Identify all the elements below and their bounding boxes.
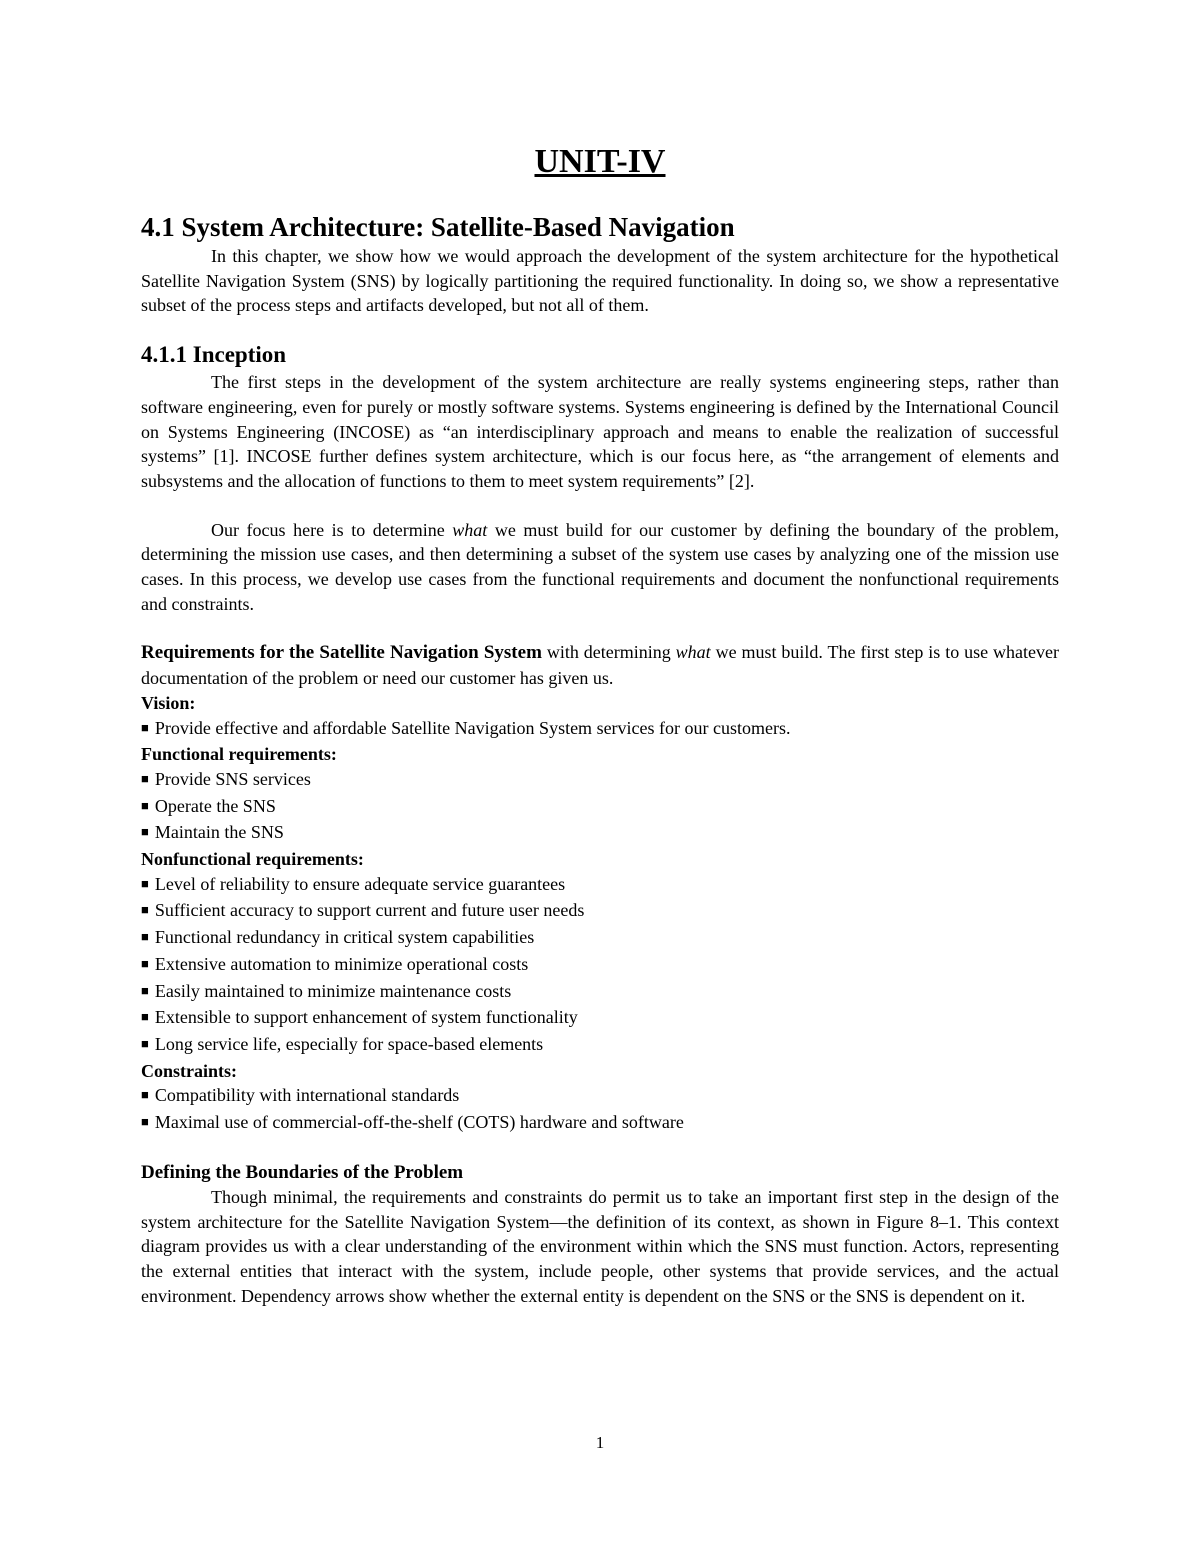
list-item-text: Maintain the SNS (154, 822, 284, 843)
bullet-icon: ■ (141, 770, 149, 786)
list-item (141, 898, 1059, 925)
vision-label: Vision: (141, 692, 196, 713)
paragraph-gap (141, 494, 1059, 518)
list-item-text: Compatibility with international standards (154, 1085, 460, 1106)
list-item-text: Extensive automation to minimize operational costs (154, 953, 529, 974)
requirements-intro-emphasis: what (675, 642, 711, 663)
list-item (141, 952, 1059, 979)
boundaries-heading: Defining the Boundaries of the Problem (141, 1161, 464, 1183)
list-item-text: Easily maintained to minimize maintenance costs (154, 980, 512, 1001)
list-item-text: Extensible to support enhancement of system functionality (154, 1007, 578, 1028)
bullet-icon: ■ (141, 1009, 149, 1025)
requirements-intro-end: we must build. The first step is to use whatever documentation of the problem or need our customer has given us. (141, 642, 1060, 689)
requirements-heading: Requirements for the Satellite Navigation System (141, 642, 542, 664)
constraints-label: Constraints: (141, 1060, 238, 1081)
inception-paragraph-2-end: we must build for our customer by defining the boundary of the problem, determining the mission use cases, and then determining a subset of the system use cases by analyzing one of the mission use cases. In this process, we develop use cases from the functional requirements and document the nonfunctional requirements and constraints. (141, 519, 1059, 614)
nonfunctional-label: Nonfunctional requirements: (141, 849, 364, 870)
bullet-icon: ■ (141, 955, 149, 971)
list-item (141, 1083, 1059, 1110)
list-item (141, 872, 1059, 899)
requirements-intro (141, 640, 1059, 690)
bullet-icon: ■ (141, 902, 149, 918)
list-item (141, 1032, 1059, 1059)
section-4-1-paragraph: In this chapter, we show how we would approach the development of the system architecture for the hypothetical Satellite Navigation System (SNS) by logically partitioning the required functionality. In doing so, we show a representative subset of the process steps and artifacts developed, but not all of them. (141, 246, 1059, 316)
bullet-icon: ■ (141, 982, 149, 998)
list-item (141, 1110, 1059, 1137)
inception-paragraph-2 (141, 518, 1059, 617)
list-item-text: Long service life, especially for space-based elements (154, 1033, 544, 1054)
bullet-icon: ■ (141, 1035, 149, 1051)
list-item-text: Provide effective and affordable Satellite Navigation System services for our customers. (154, 717, 791, 738)
list-item-text: Provide SNS services (154, 768, 311, 789)
paragraph-gap (141, 616, 1059, 640)
functional-label: Functional requirements: (141, 744, 337, 765)
list-item (141, 820, 1059, 847)
list-item (141, 979, 1059, 1006)
inception-paragraph-2-start: Our focus here is to determine (211, 519, 453, 540)
section-4-1-1-heading: 4.1.1 Inception (141, 342, 287, 368)
functional-list (141, 767, 1059, 847)
list-item (141, 794, 1059, 821)
nonfunctional-list (141, 872, 1059, 1059)
bullet-icon: ■ (141, 875, 149, 891)
list-item-text: Functional redundancy in critical system capabilities (154, 927, 535, 948)
list-item (141, 1005, 1059, 1032)
list-item-text: Operate the SNS (154, 795, 276, 816)
list-item (141, 767, 1059, 794)
paragraph-gap (141, 1137, 1059, 1161)
constraints-list (141, 1083, 1059, 1136)
bullet-icon: ■ (141, 824, 149, 840)
bullet-icon: ■ (141, 1114, 149, 1130)
bullet-icon: ■ (141, 797, 149, 813)
list-item-text: Level of reliability to ensure adequate service guarantees (154, 873, 566, 894)
document-page (141, 138, 1059, 1308)
list-item-text: Sufficient accuracy to support current and future user needs (154, 900, 585, 921)
vision-list (141, 716, 1059, 743)
boundaries-paragraph: Though minimal, the requirements and constraints do permit us to take an important first step in the design of the system architecture for the Satellite Navigation System—the definition of its context, as shown in Figure 8–1. This context diagram provides us with a clear understanding of the environment within which the SNS must function. Actors, representing the external entities that interact with the system, include people, other systems that provide services, and the actual environment. Dependency arrows show whether the external entity is dependent on the SNS or the SNS is dependent on it. (141, 1186, 1059, 1306)
page-number: 1 (595, 1433, 605, 1452)
list-item (141, 925, 1059, 952)
list-item (141, 716, 1059, 743)
bullet-icon: ■ (141, 929, 149, 945)
bullet-icon: ■ (141, 719, 149, 735)
list-item-text: Maximal use of commercial-off-the-shelf (COTS) hardware and software (154, 1112, 684, 1133)
section-4-1-heading: 4.1 System Architecture: Satellite-Based Navigation (141, 212, 735, 242)
requirements-intro-start: with determining (541, 642, 676, 663)
unit-title: UNIT-IV (534, 143, 666, 180)
inception-paragraph-2-emphasis: what (452, 519, 488, 540)
inception-paragraph-1: The first steps in the development of the system architecture are really systems engineering steps, rather than software engineering, even for purely or mostly software systems. Systems engineering is defined by the International Council on Systems Engineering (INCOSE) as “an interdisciplinary approach and means to enable the realization of successful systems” [1]. INCOSE further defines system architecture, which is our focus here, as “the arrangement of elements and subsystems and the allocation of functions to them to meet system requirements” [2]. (141, 372, 1059, 491)
bullet-icon: ■ (141, 1087, 149, 1103)
